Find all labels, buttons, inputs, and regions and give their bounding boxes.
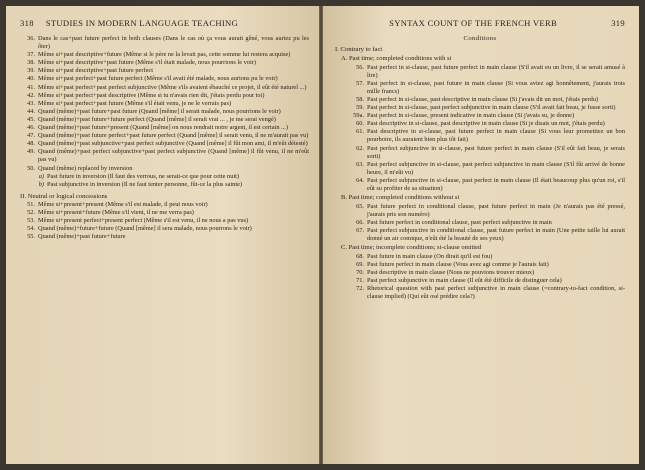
list-item	[335, 145, 625, 161]
list-item	[20, 108, 309, 116]
item-text: Quand (même) replaced by inversion	[38, 164, 133, 172]
item-text: Past future in inversion (Il faut des verrous, ne serait-ce que pour cette nuit)	[47, 172, 240, 180]
item-text: Past perfect in si-clause, past perfect subjunctive in main clause (S'il avait fait beau, je fusse sorti)	[367, 104, 616, 112]
item-number: 67.	[356, 226, 364, 234]
list-item	[20, 201, 309, 209]
left-item-list	[20, 35, 309, 173]
list-item	[20, 100, 309, 108]
item-number: 44.	[27, 107, 35, 115]
heading-c: C. Past time; incomplete conditions; si-clause omitted	[341, 244, 482, 252]
right-item-list-b	[335, 203, 625, 243]
item-number: 55.	[27, 233, 35, 241]
list-item	[335, 203, 625, 219]
list-item	[335, 96, 625, 104]
item-text: Past perfect in si-clause, present indicative in main clause (Si j'avais su, je donne)	[367, 112, 575, 120]
item-text: Past future perfect in main clause (Vous avez agi comme je l'aurais fait)	[367, 260, 549, 268]
list-item	[20, 116, 309, 124]
item-number: 43.	[27, 99, 35, 107]
item-number: 71.	[356, 277, 364, 285]
item-text: Même si+past perfect+past descriptive (Même si tu n'avais rien dit, j'étais perdu pour toi)	[38, 91, 265, 99]
item-text: Past perfect subjunctive in main clause (Il eût été difficile de distinguer cela)	[367, 277, 562, 285]
item-number: 62.	[356, 144, 364, 152]
list-item	[335, 261, 625, 269]
item-number: 68.	[356, 252, 364, 260]
item-number: 63.	[356, 160, 364, 168]
list-item	[335, 269, 625, 277]
item-number: 36.	[27, 35, 35, 42]
item-text: Quand (même)+past future+future	[38, 233, 126, 241]
item-text: Même si+past descriptive+past future (Même s'il était malade, nous pourrions le voir)	[38, 59, 256, 67]
item-number: 46.	[27, 124, 35, 132]
list-item	[335, 285, 625, 301]
item-number: 39.	[27, 67, 35, 75]
item-text: Même si+present+present (Même s'il est malade, il peut nous voir)	[38, 200, 208, 208]
list-item	[335, 277, 625, 285]
item-text: Quand (même)+past future perfect+past future perfect (Quand [même] il serait venu, il ne m'aurait pas vu)	[38, 132, 309, 140]
item-number: 41.	[27, 83, 35, 91]
list-item	[20, 59, 309, 67]
item-text: Past perfect subjunctive in si-clause, past perfect in main clause (Il était beaucoup plus qu'un roi, s'il eût su profiter de sa situation)	[367, 176, 625, 192]
item-number: 58.	[356, 95, 364, 103]
list-item	[335, 112, 625, 120]
right-page-number: 319	[611, 18, 625, 28]
item-text: Dans le cas+past future perfect in both clauses (Dans le cas où ça vous aurait gêné, vous auriez pu les ôter)	[38, 35, 309, 51]
item-text: Past future perfect in conditional clause, past future perfect in main (Je n'aurais pas été pressé, j'aurais pris son numéro)	[367, 202, 625, 218]
item-number: 53.	[27, 216, 35, 224]
list-item	[20, 209, 309, 217]
item-text: Rhetorical question with past perfect subjunctive in main clause (=contrary-to-fact condition, si-clause implied) (Qui eût osé prédire cela?)	[367, 285, 625, 301]
list-item	[335, 104, 625, 112]
list-item	[335, 219, 625, 227]
item-text: Past future perfect in conditional clause, past perfect subjunctive in main	[367, 218, 552, 226]
right-item-list-a	[335, 64, 625, 194]
right-running-title: SYNTAX COUNT OF THE FRENCH VERB	[389, 18, 558, 28]
item-number: 54.	[27, 225, 35, 233]
heading-i: I. Contrary to fact	[335, 46, 383, 53]
list-item	[335, 177, 625, 193]
list-item	[20, 124, 309, 132]
list-item	[20, 67, 309, 75]
item-number: 47.	[27, 132, 35, 140]
item-text: Past future in main clause (On dirait qu'il est fou)	[367, 252, 493, 260]
item-number: 69.	[356, 260, 364, 268]
item-number: 65.	[356, 202, 364, 210]
conditions-title: Conditions	[463, 35, 497, 42]
left-subitem-list	[20, 173, 309, 189]
section-ii-heading: II. Neutral or logical concessions	[20, 192, 108, 200]
left-header	[20, 18, 309, 28]
item-number: 50.	[27, 164, 35, 172]
item-number: b)	[38, 180, 44, 188]
item-text: Même si+past descriptive+past future perfect	[38, 67, 153, 75]
list-item	[20, 225, 309, 233]
right-header	[335, 18, 625, 28]
item-number: 37.	[27, 51, 35, 59]
left-item-list-2	[20, 201, 309, 241]
item-number: 52.	[27, 208, 35, 216]
item-text: Past perfect subjunctive in si-clause, past future perfect in main clause (S'il eût fait beau, je serais sorti)	[367, 144, 625, 160]
list-item	[20, 165, 309, 173]
item-text: Même si+past perfect+past future perfect (Même s'il avait été malade, nous aurions pu le voir)	[38, 75, 278, 83]
item-text: Past perfect subjunctive in si-clause, past perfect subjunctive in main clause (S'il fût arrivé de bonne heure, il m'eût vu)	[367, 160, 625, 176]
list-item	[20, 173, 309, 181]
item-text: Même si+past descriptive+future (Même si le père ne la levait pas, cette somme lui restera acquise)	[38, 51, 291, 59]
item-text: Past descriptive in main clause (Nous ne pouvions trouver mieux)	[367, 268, 535, 276]
list-item	[20, 35, 309, 51]
item-text: Past descriptive in si-clause, past future perfect in main clause (Si vous leur promettiez un bon pourboire, ils auraient bien plus tôt fait)	[367, 128, 625, 144]
item-number: 42.	[27, 91, 35, 99]
item-text: Quand (même)+past future+future perfect (Quand [même] il serait vrai ... , je me serai vengé)	[38, 115, 276, 123]
item-number: 61.	[356, 128, 364, 136]
item-number: 51.	[27, 200, 35, 208]
list-item	[335, 161, 625, 177]
item-text: Même si+past perfect+past perfect subjunctive (Même s'ils avaient ébauché ce projet, il eût été naturel ...)	[38, 83, 307, 91]
right-page	[323, 6, 639, 464]
item-number: 60.	[356, 120, 364, 128]
list-item	[20, 140, 309, 148]
left-page	[6, 6, 319, 464]
list-item	[20, 75, 309, 83]
heading-b: B. Past time; completed conditions without si	[341, 194, 460, 202]
item-number: 48.	[27, 140, 35, 148]
item-number: 70.	[356, 268, 364, 276]
list-item	[20, 217, 309, 225]
right-item-list-c	[335, 253, 625, 302]
left-page-number: 318	[20, 18, 34, 28]
item-text: Quand (même)+future+future (Quand [même] il sera malade, nous pourrons le voir)	[38, 225, 252, 233]
list-item	[335, 128, 625, 144]
item-number: 40.	[27, 75, 35, 83]
item-number: 72.	[356, 285, 364, 293]
item-number: 49.	[27, 148, 35, 156]
list-item	[335, 64, 625, 80]
item-text: Même si+past perfect+past future (Même s'il était venu, je ne le verrais pas)	[38, 99, 232, 107]
item-text: Past perfect in si-clause, past descriptive in main clause (Si j'avais dit un mot, j'étais perdu)	[367, 95, 599, 103]
item-number: 45.	[27, 115, 35, 123]
left-running-title: STUDIES IN MODERN LANGUAGE TEACHING	[45, 18, 239, 28]
list-item	[335, 253, 625, 261]
item-text: Même si+present perfect+present perfect (Même s'il est venu, il ne nous a pas vus)	[38, 216, 249, 224]
item-number: 59.	[356, 104, 364, 112]
item-text: Même si+present+future (Même s'il vient, il ne me verra pas)	[38, 208, 194, 216]
list-item	[20, 92, 309, 100]
item-number: a)	[38, 172, 44, 180]
heading-a: A. Past time; completed conditions with si	[341, 55, 452, 62]
item-text: Quand (même)+past subjunctive+past perfect subjunctive (Quand [même] il fût mon ami, il m'eût détesté)	[38, 140, 308, 148]
list-item	[20, 51, 309, 59]
item-number: 64.	[356, 176, 364, 184]
item-number: 56.	[356, 63, 364, 71]
list-item	[20, 132, 309, 140]
item-number: 38.	[27, 59, 35, 67]
list-item	[335, 227, 625, 243]
list-item	[20, 148, 309, 164]
item-text: Past perfect in si-clause, past future in main clause (Si vous aviez agi honnêtement, j'aurais trois mille francs)	[367, 79, 625, 95]
item-text: Past perfect subjunctive in conditional clause, past future perfect in main (Une petite taille lui aurait donné un air comique, n'eût été la beauté de ses yeux)	[367, 226, 625, 243]
list-item	[20, 84, 309, 92]
list-item	[20, 181, 309, 189]
item-number: 57.	[356, 79, 364, 87]
item-number: 59a.	[353, 112, 364, 120]
list-item	[335, 120, 625, 128]
item-text: Quand (même)+past future+past future (Quand [même] il serait malade, nous pourrions le voir)	[38, 107, 281, 115]
list-item	[20, 233, 309, 241]
item-text: Quand (même)+past perfect subjunctive+past perfect subjunctive (Quand [même] il fût venu, il ne m'eût pas vu)	[38, 148, 309, 164]
item-number: 66.	[356, 218, 364, 226]
item-text: Past perfect in si-clause, past future perfect in main clause (S'il avait eu un livre, il se serait amusé à lire)	[367, 63, 625, 79]
item-text: Past descriptive in si-clause, past descriptive in main clause (Si je disais un mot, j'étais perdu)	[367, 120, 605, 128]
item-text: Quand (même)+past future+present (Quand [même] on nous rendrait notre argent, il est certain ...)	[38, 124, 288, 132]
list-item	[335, 80, 625, 96]
item-text: Past subjunctive in inversion (Il ne faut tenter personne, fût-ce la plus sainte)	[47, 180, 243, 188]
